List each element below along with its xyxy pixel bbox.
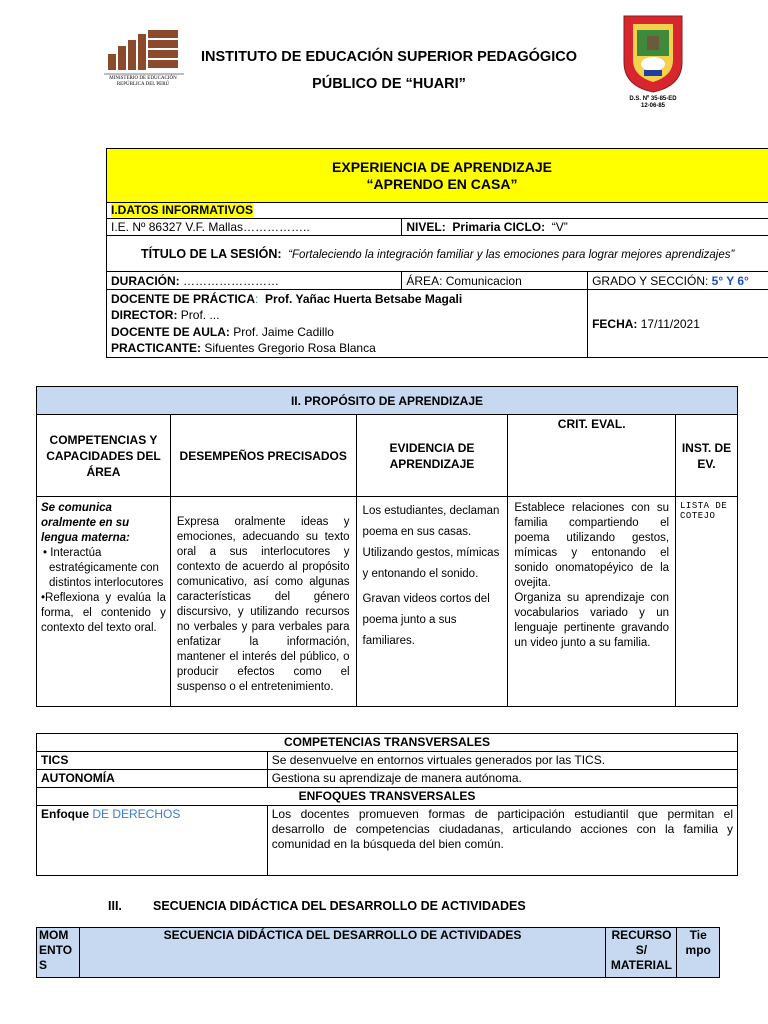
docente-practica-value: Prof. Yañac Huerta Betsabe Magali — [265, 291, 463, 306]
docentes-cell — [107, 290, 588, 358]
secuencia-header: SECUENCIA DIDÁCTICA DEL DESARROLLO DE ACTIVIDADES — [79, 928, 606, 978]
datos-informativos-heading: I.DATOS INFORMATIVOS — [111, 203, 254, 217]
institute-line2: PÚBLICO DE “HUARI” — [312, 76, 466, 92]
crit-header: CRIT. EVAL. — [508, 415, 676, 497]
competencia-title: Se comunica oralmente en su lengua materna: — [41, 502, 130, 544]
nivel-cell — [402, 219, 768, 236]
competencias-header: COMPETENCIAS Y CAPACIDADES DEL ÁREA — [37, 415, 171, 497]
director-value: Prof. ... — [180, 308, 220, 322]
capacidad-1: • Interactúa estratégicamente con distintos interlocutores — [43, 547, 164, 589]
criterio-cell — [508, 497, 676, 707]
titulo-cell — [107, 236, 768, 272]
criterio-2: Organiza su aprendizaje con vocabularios variado y un lenguaje pertinente gravando un video junto a su familia. — [514, 592, 670, 649]
secuencia-heading — [108, 899, 526, 913]
grado-value: 5° Y 6° — [711, 273, 749, 288]
duracion-label: DURACIÓN: — [111, 273, 180, 288]
ciclo-label: CICLO: — [503, 220, 546, 234]
fecha-value: 17/11/2021 — [640, 316, 700, 331]
evidencia-2: Gravan videos cortos del poema junto a sus familiares. — [362, 593, 490, 647]
transversal-desc: Se desenvuelve en entornos virtuales generados por las TICS. — [267, 752, 737, 770]
seal-caption-line1: D.S. Nº 35-85-ED — [629, 96, 677, 102]
institute-line1: INSTITUTO DE EDUCACIÓN SUPERIOR PEDAGÓGICO — [201, 49, 577, 65]
grado-cell — [588, 272, 768, 290]
aprendo-en-casa-title: “APRENDO EN CASA” — [366, 175, 518, 192]
grado-label: GRADO Y SECCIÓN: — [592, 273, 709, 288]
datos-informativos-table — [106, 148, 768, 358]
practicante-label: PRACTICANTE: — [111, 341, 201, 355]
secuencia-table — [36, 927, 720, 978]
desempeno-cell: Expresa oralmente ideas y emociones, adecuando su texto oral a sus interlocutores y contexto de acuerdo al propósito comunicativo, así como algunas características del género discursivo, y utilizando recursos no verbales y para verbales para enfatizar la información, mantener el interés del público, o producir efectos como el suspenso o el entretenimiento. — [170, 497, 356, 707]
fecha-label: FECHA: — [592, 316, 638, 331]
experiencia-title-cell — [107, 149, 768, 203]
transversales-table — [36, 733, 738, 876]
instrumento-cell: LISTA DE COTEJO — [676, 497, 738, 707]
fecha-cell — [588, 290, 768, 358]
ie-cell: I.E. Nº 86327 V.F. Mallas…………….. — [107, 219, 402, 236]
duracion-cell — [107, 272, 402, 290]
transversal-name: TICS — [37, 752, 268, 770]
titulo-label: TÍTULO DE LA SESIÓN: — [141, 246, 282, 261]
experiencia-title: EXPERIENCIA DE APRENDIZAJE — [332, 158, 552, 175]
proposito-table — [36, 386, 738, 707]
evidencia-1: Los estudiantes, declaman poema en sus casas. Utilizando gestos, mímicas y entonando el sonido. — [362, 505, 500, 580]
proposito-title: II. PROPÓSITO DE APRENDIZAJE — [37, 387, 738, 415]
ministry-line1: MINISTERIO DE EDUCACIÓN — [109, 76, 177, 81]
desempenos-header: DESEMPEÑOS PRECISADOS — [170, 415, 356, 497]
enfoque-name: DE DERECHOS — [92, 807, 181, 821]
nivel-value: Primaria — [452, 220, 501, 234]
enfoques-transversales-title: ENFOQUES TRANSVERSALES — [37, 788, 738, 806]
ciclo-value: “V” — [551, 220, 568, 234]
docente-practica-label: DOCENTE DE PRÁCTICA — [111, 291, 256, 306]
evidencia-cell — [356, 497, 508, 707]
section-number: III. — [108, 899, 122, 913]
transversal-row — [37, 752, 738, 770]
transversal-name: AUTONOMÍA — [37, 770, 268, 788]
competencias-transversales-title: COMPETENCIAS TRANSVERSALES — [37, 734, 738, 752]
practicante-value: Sifuentes Gregorio Rosa Blanca — [204, 341, 376, 355]
enfoque-desc: Los docentes promueven formas de participación estudiantil que permitan el desarrollo de competencias ciudadanas, articulando acciones con la familia y comunidad en la búsqueda del bien común. — [267, 806, 737, 876]
nivel-label: NIVEL: — [406, 220, 446, 234]
transversal-desc: Gestiona su aprendizaje de manera autónoma. — [267, 770, 737, 788]
docente-practica-colon: : — [255, 291, 259, 306]
tiempo-header: Tie mpo — [677, 928, 720, 978]
competencia-cell — [37, 497, 171, 707]
inst-header: INST. DE EV. — [676, 415, 738, 497]
criterio-1: Establece relaciones con su familia compartiendo el poema utilizando gestos, mímicas y entonando el sonido onomatopéyico de la ovejita. — [514, 502, 670, 589]
transversal-row — [37, 770, 738, 788]
institute-title — [150, 44, 628, 98]
enfoque-name-cell — [37, 806, 268, 876]
ministry-line2: REPÚBLICA DEL PERÚ — [116, 82, 170, 87]
seal-caption — [600, 96, 706, 110]
docente-aula-value: Prof. Jaime Cadillo — [233, 324, 334, 339]
duracion-value: …………………… — [183, 273, 280, 288]
titulo-value: “Fortaleciendo la integración familiar y las emociones para lograr mejores aprendizajes” — [288, 248, 735, 261]
evidencia-header: EVIDENCIA DE APRENDIZAJE — [356, 415, 508, 497]
datos-informativos-row — [107, 203, 768, 219]
enfoque-label: Enfoque — [41, 807, 89, 821]
docente-aula-label: DOCENTE DE AULA: — [111, 324, 230, 339]
capacidad-2: •Reflexiona y evalúa la forma, el contenido y contexto del texto oral. — [41, 592, 166, 634]
area-cell: ÁREA: Comunicacion — [402, 272, 588, 290]
institute-seal — [620, 12, 686, 94]
momentos-header: MOM ENTO S — [37, 928, 80, 978]
director-label: DIRECTOR: — [111, 308, 178, 322]
recursos-header: RECURSO S/ MATERIAL — [606, 928, 677, 978]
section-title: SECUENCIA DIDÁCTICA DEL DESARROLLO DE ACTIVIDADES — [153, 899, 526, 913]
seal-caption-line2: 12-06-85 — [640, 103, 666, 109]
